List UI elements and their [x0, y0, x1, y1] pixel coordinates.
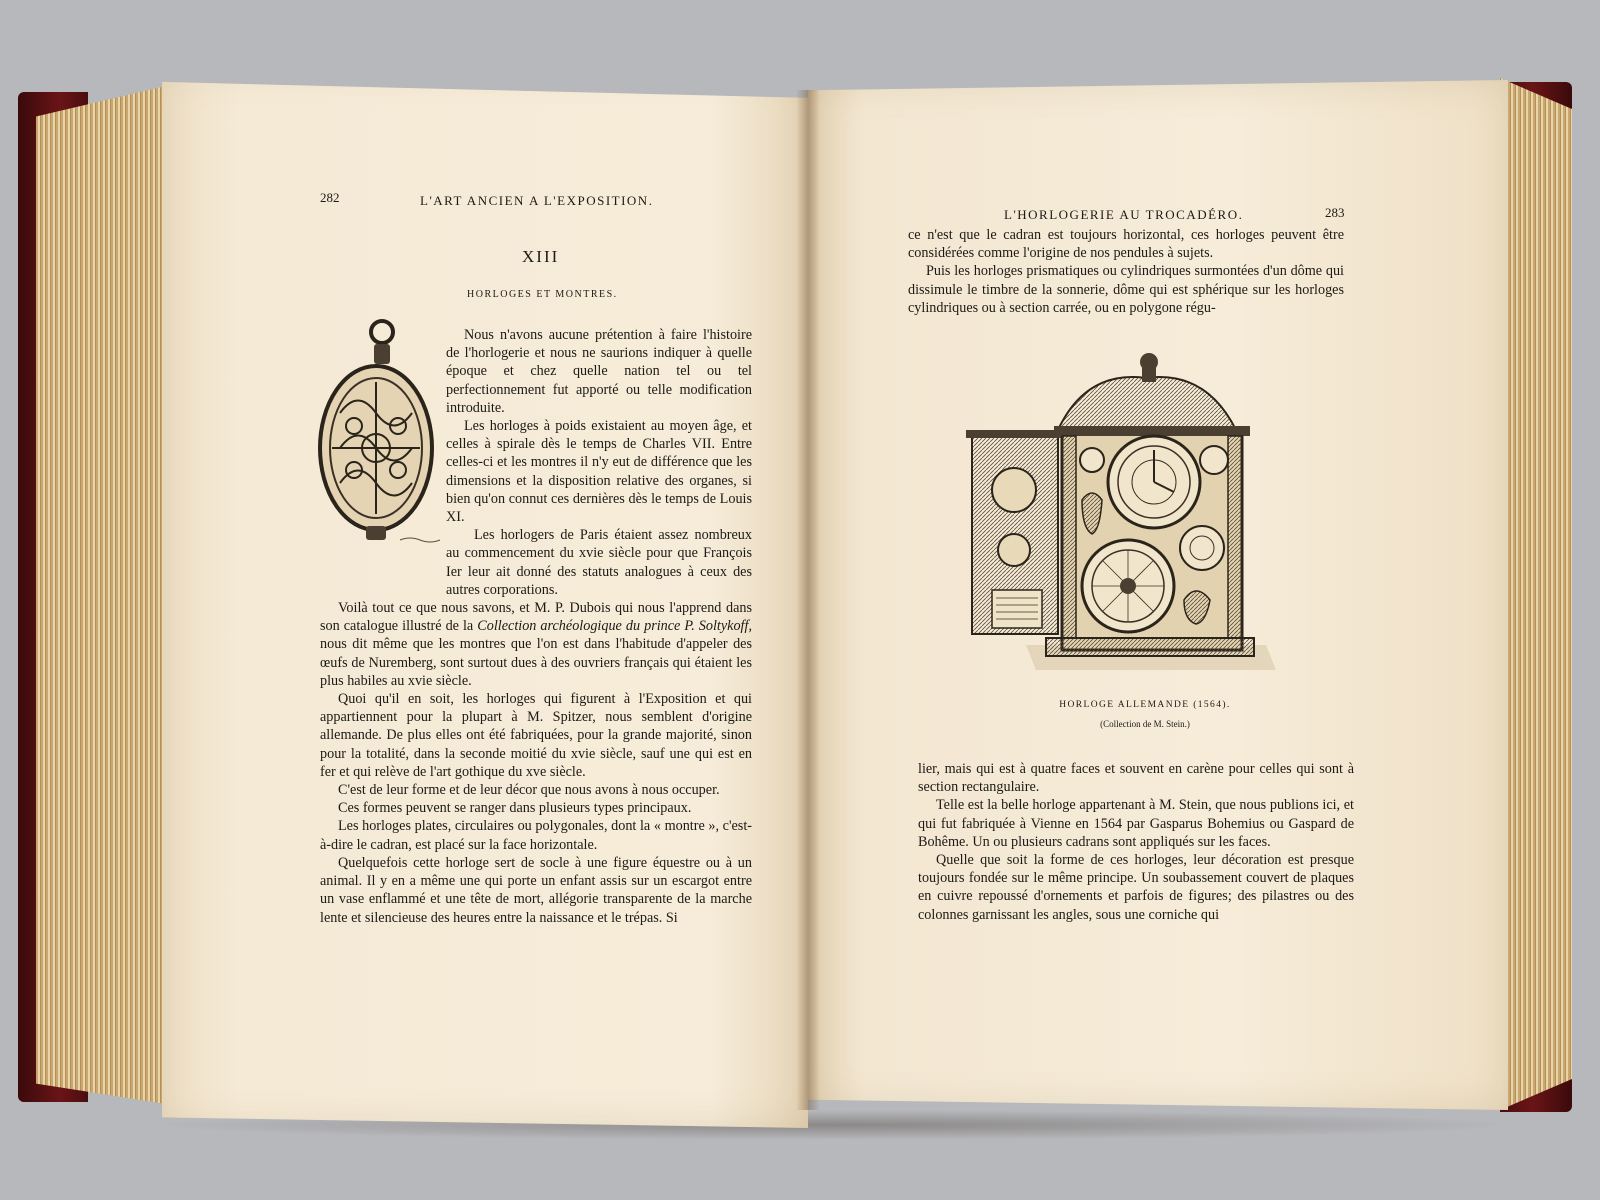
- chapter-number: XIII: [522, 247, 560, 266]
- paragraph-text: nous dit même que les montres que l'on est dans l'habitude d'appeler des œufs de Nuremberg, sont surtout dues à des ouvriers français qui étaient les plus habiles au xvie siècle.: [320, 636, 752, 689]
- figure-credit: (Collection de M. Stein.): [1100, 719, 1190, 729]
- paragraph: Les horlogers de Paris étaient assez nombreux au commencement du xvie siècle pour que François Ier leur ait donné des statuts analogues à ceux des autres corporations.: [446, 527, 752, 598]
- paragraph: [320, 599, 752, 690]
- left-running-head: L'ART ANCIEN A L'EXPOSITION.: [420, 193, 654, 208]
- book-gutter: [796, 90, 820, 1110]
- paragraph: Quelquefois cette horloge sert de socle à une figure équestre ou à un animal. Il y en a même une qui porte un enfant assis sur un escargot entre un vase enflammé et une tête de mort, allégorie transparente de la marche lente et silencieuse des heures entre la naissance et le trépas. Si: [320, 854, 752, 926]
- right-folio: 283: [1325, 205, 1345, 220]
- page-edges-left: [36, 86, 166, 1104]
- paragraph: Les horloges à poids existaient au moyen âge, et celles à spirale dès le temps de Charles VII. Entre celles-ci et les montres il n'y eut de différence que les dimensions et la disposition relative des organes, si bien qu'on connut ces dernières dès le temps de Louis XI.: [446, 418, 752, 526]
- paragraph: Quoi qu'il en soit, les horloges qui figurent à l'Exposition et qui appartiennent pour la plupart à M. Spitzer, nous semblent d'origine allemande. De plus elles ont été fabriquées, pour la grande majorité, sinon pour la totalité, dans la seconde moitié du xvie siècle, sauf une qui est en fer et qui relève de l'art gothique du xve siècle.: [320, 691, 752, 780]
- astronomical-clock-engraving-icon: [966, 350, 1296, 680]
- paragraph: Puis les horloges prismatiques ou cylindriques surmontées d'un dôme qui dissimule le timbre de la sonnerie, dôme qui est sphérique sur les horloges cylindriques ou à section carrée, ou en polygone régu-: [908, 263, 1344, 316]
- chapter-title: HORLOGES ET MONTRES.: [467, 289, 618, 300]
- left-folio: 282: [320, 190, 340, 205]
- paragraph: Ces formes peuvent se ranger dans plusieurs types principaux.: [338, 800, 692, 817]
- paragraph-text: Voilà tout ce que nous savons, et M. P. Dubois qui nous l'apprend dans son catalogue illustré de la: [320, 600, 752, 635]
- right-running-head: L'HORLOGERIE AU TROCADÉRO.: [1004, 207, 1244, 222]
- paragraph: Telle est la belle horloge appartenant à M. Stein, que nous publions ici, et qui fut fabriquée à Vienne en 1564 par Gasparus Bohemius ou Gaspard de Bohême. Un ou plusieurs cadrans sont appliqués sur les faces.: [918, 797, 1354, 850]
- right-body-text-top: [908, 226, 1344, 317]
- figure-caption: HORLOGE ALLEMANDE (1564).: [1059, 700, 1231, 710]
- paragraph: ce n'est que le cadran est toujours horizontal, ces horloges peuvent être considérées comme l'origine de nos pendules à sujets.: [908, 227, 1344, 262]
- left-body-text: [320, 326, 752, 927]
- book-title-citation: Collection archéologique du prince P. Soltykoff,: [477, 618, 752, 635]
- paragraph: Les horloges plates, circulaires ou polygonales, dont la « montre », c'est-à-dire le cadran, est placé sur la face horizontale.: [320, 818, 752, 853]
- right-body-text-bottom: [918, 760, 1354, 924]
- paragraph: lier, mais qui est à quatre faces et souvent en carène pour celles qui sont à section rectangulaire.: [918, 761, 1354, 796]
- page-edges-right: [1500, 78, 1572, 1110]
- paragraph: C'est de leur forme et de leur décor que nous avons à nous occuper.: [338, 782, 720, 799]
- paragraph: Nous n'avons aucune prétention à faire l'histoire de l'horlogerie et nous ne saurions indiquer à quelle époque et chez quelle nation tel ou tel perfectionnement fut apporté ou telle modification introduite.: [446, 327, 752, 416]
- paragraph: Quelle que soit la forme de ces horloges, leur décoration est presque toujours fondée sur le même principe. Un soubassement couvert de plaques en cuivre repoussé d'ornements et parfois de figures; des pilastres ou des colonnes garnissant les angles, sous une corniche qui: [918, 852, 1354, 923]
